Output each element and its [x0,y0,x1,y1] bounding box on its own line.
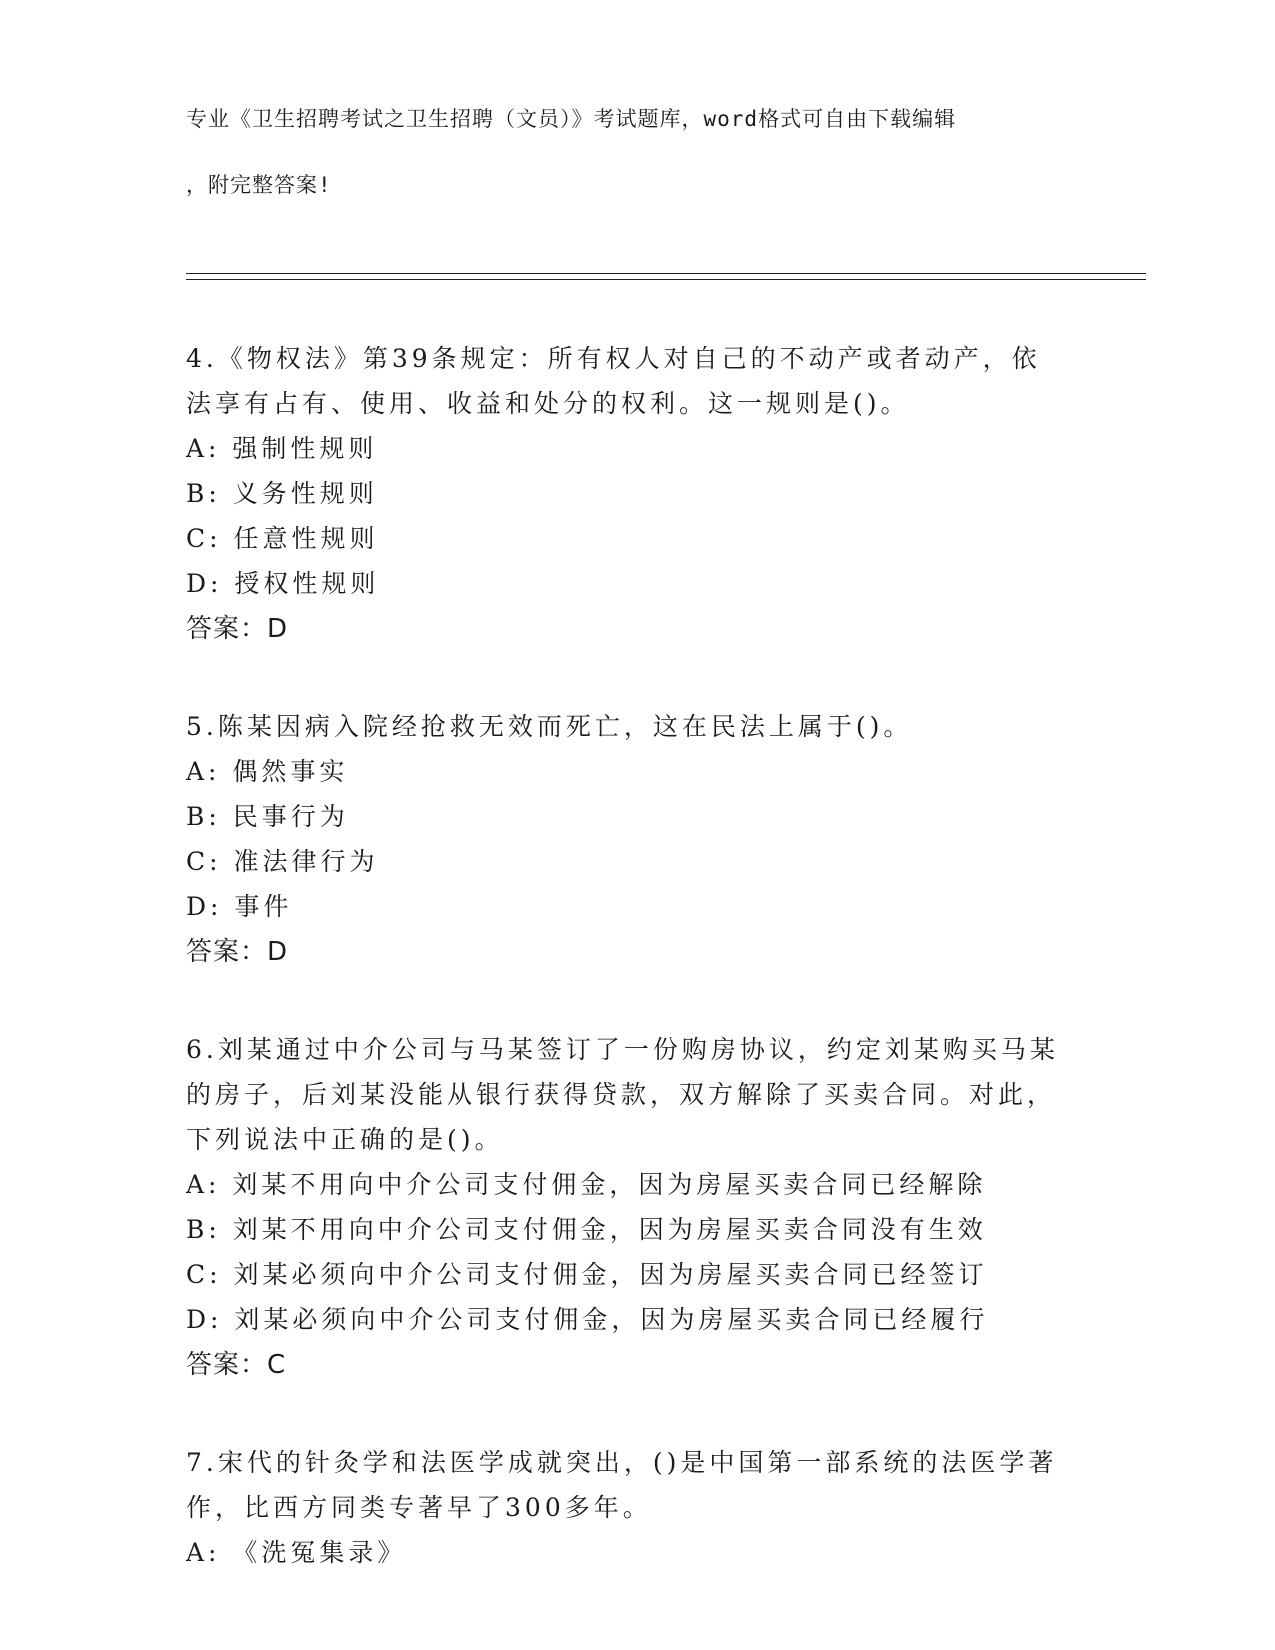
header-line-2: ，附完整答案! [186,173,332,197]
question-7 [186,1440,1146,1575]
option-b: B: 刘某不用向中介公司支付佣金，因为房屋买卖合同没有生效 [186,1215,987,1244]
option-a: A: 偶然事实 [186,757,349,786]
question-stem: 5.陈某因病入院经抢救无效而死亡，这在民法上属于()。 [186,712,913,741]
answer-line: 答案：D [186,937,289,967]
question-stem: 7.宋代的针灸学和法医学成就突出，()是中国第一部系统的法医学著作，比西方同类专著早了300多年。 [186,1448,1058,1522]
question-stem: 6.刘某通过中介公司与马某签订了一份购房协议，约定刘某购买马某的房子，后刘某没能从银行获得贷款，双方解除了买卖合同。对此，下列说法中正确的是()。 [186,1035,1059,1154]
option-b: B: 民事行为 [186,802,349,831]
option-c: C: 刘某必须向中介公司支付佣金，因为房屋买卖合同已经签订 [186,1260,988,1289]
document-page [186,70,1146,1575]
option-d: D: 事件 [186,892,293,921]
option-a: A: 强制性规则 [186,434,378,463]
question-4 [186,336,1146,652]
question-5 [186,704,1146,975]
option-c: C: 任意性规则 [186,524,379,553]
header-line-1: 专业《卫生招聘考试之卫生招聘（文员）》考试题库，word格式可自由下载编辑 [186,107,957,131]
option-b: B: 义务性规则 [186,479,378,508]
header-double-rule [186,273,1146,280]
option-c: C: 准法律行为 [186,847,379,876]
option-d: D: 刘某必须向中介公司支付佣金，因为房屋买卖合同已经履行 [186,1305,989,1334]
question-6 [186,1027,1146,1388]
answer-line: 答案：C [186,1350,287,1380]
option-a: A: 刘某不用向中介公司支付佣金，因为房屋买卖合同已经解除 [186,1170,987,1199]
option-a: A: 《洗冤集录》 [186,1538,407,1567]
document-header [186,70,1066,235]
option-d: D: 授权性规则 [186,569,380,598]
answer-line: 答案：D [186,614,289,644]
question-stem: 4.《物权法》第39条规定：所有权人对自己的不动产或者动产，依法享有占有、使用、收益和处分的权利。这一规则是()。 [186,344,1041,418]
